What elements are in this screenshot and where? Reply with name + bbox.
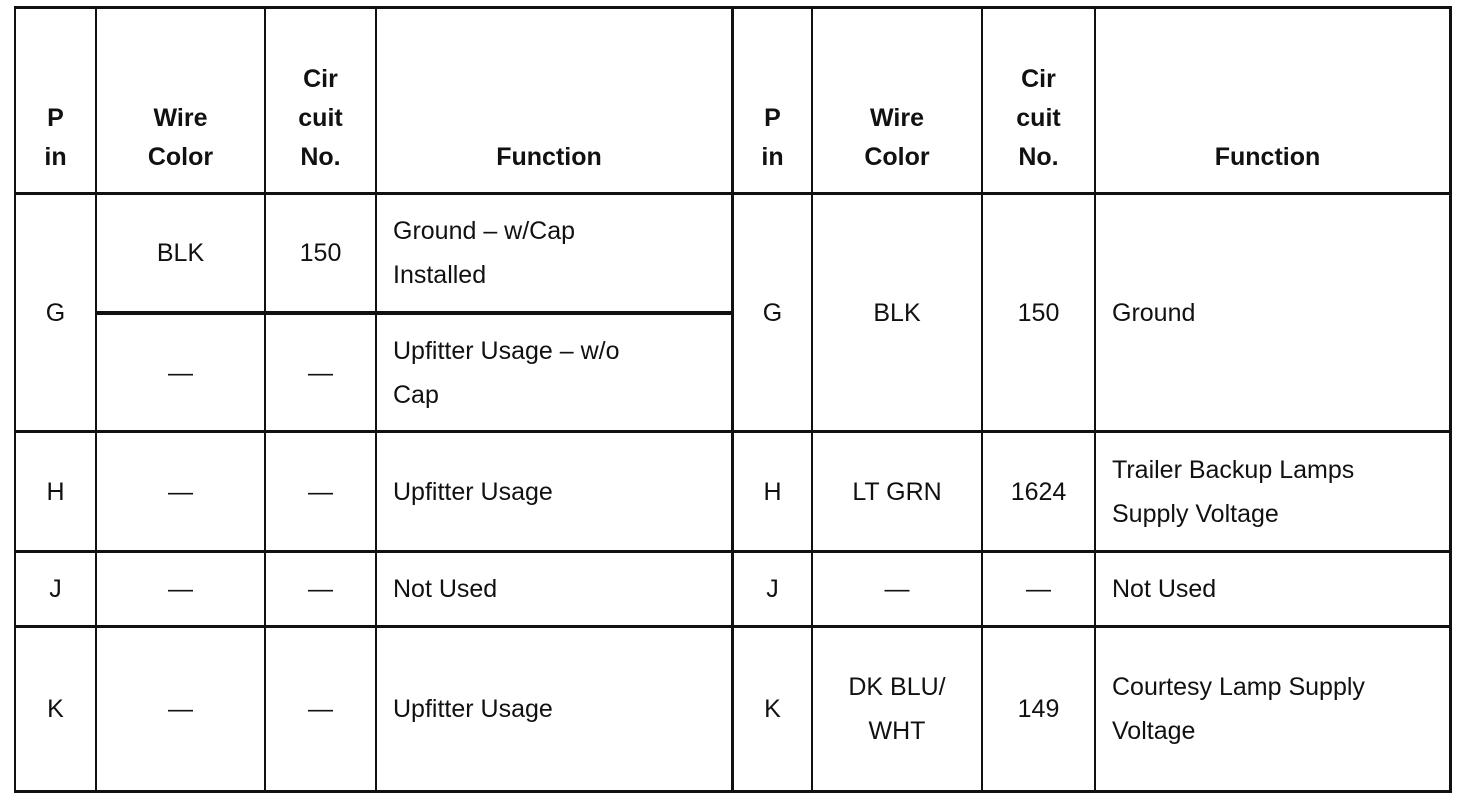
right-wire-color-cell: BLK xyxy=(873,298,921,327)
left-function-cell: Upfitter Usage – w/o Cap xyxy=(393,336,620,409)
header-wire-color: Wire Color xyxy=(147,104,214,171)
left-function-cell: Ground – w/Cap Installed xyxy=(393,217,576,289)
left-circuit-cell: — xyxy=(308,575,333,603)
left-wire-color-cell: — xyxy=(168,695,193,723)
right-circuit-cell: 149 xyxy=(1017,695,1060,723)
right-wire-color-cell: LT GRN xyxy=(852,477,942,506)
header-pin: P in xyxy=(761,104,784,171)
header-pin: P in xyxy=(44,104,67,171)
right-circuit-cell: 150 xyxy=(1017,298,1060,327)
right-wire-color-cell: — xyxy=(884,575,910,603)
right-pin-h: H xyxy=(763,477,782,506)
left-wire-color-cell: — xyxy=(168,575,193,603)
left-pin-g: G xyxy=(45,298,66,327)
right-function-cell: Not Used xyxy=(1112,575,1217,603)
header-circuit-no: Cir cuit No. xyxy=(298,65,343,171)
left-function-cell: Upfitter Usage xyxy=(393,477,553,506)
right-circuit-cell: — xyxy=(1026,575,1051,603)
left-function-cell: Upfitter Usage xyxy=(393,695,553,723)
right-function-cell: Ground xyxy=(1112,298,1196,327)
right-function-cell: Trailer Backup Lamps Supply Voltage xyxy=(1112,455,1355,528)
header-function: Function xyxy=(1214,143,1321,171)
left-pin-k: K xyxy=(47,695,64,723)
header-function: Function xyxy=(496,143,602,171)
left-function-cell: Not Used xyxy=(393,575,498,603)
left-circuit-cell: 150 xyxy=(299,239,342,267)
right-pin-j: J xyxy=(766,575,779,603)
right-pin-g: G xyxy=(762,298,783,327)
right-circuit-cell: 1624 xyxy=(1010,477,1067,506)
left-wire-color-cell: — xyxy=(168,358,193,387)
col-rule-8 xyxy=(1449,6,1452,793)
left-circuit-cell: — xyxy=(308,695,333,723)
left-wire-color-cell: — xyxy=(168,477,193,506)
header-circuit-no: Cir cuit No. xyxy=(1016,65,1061,171)
left-circuit-cell: — xyxy=(308,477,333,506)
left-pin-j: J xyxy=(49,575,62,603)
right-function-cell: Courtesy Lamp Supply Voltage xyxy=(1112,673,1365,745)
right-pin-k: K xyxy=(764,695,781,723)
right-wire-color-cell: DK BLU/WHT xyxy=(848,673,946,745)
header-wire-color: Wire Color xyxy=(864,104,930,171)
left-circuit-cell: — xyxy=(308,358,333,387)
left-wire-color-cell: BLK xyxy=(156,239,205,267)
left-pin-h: H xyxy=(46,477,65,506)
